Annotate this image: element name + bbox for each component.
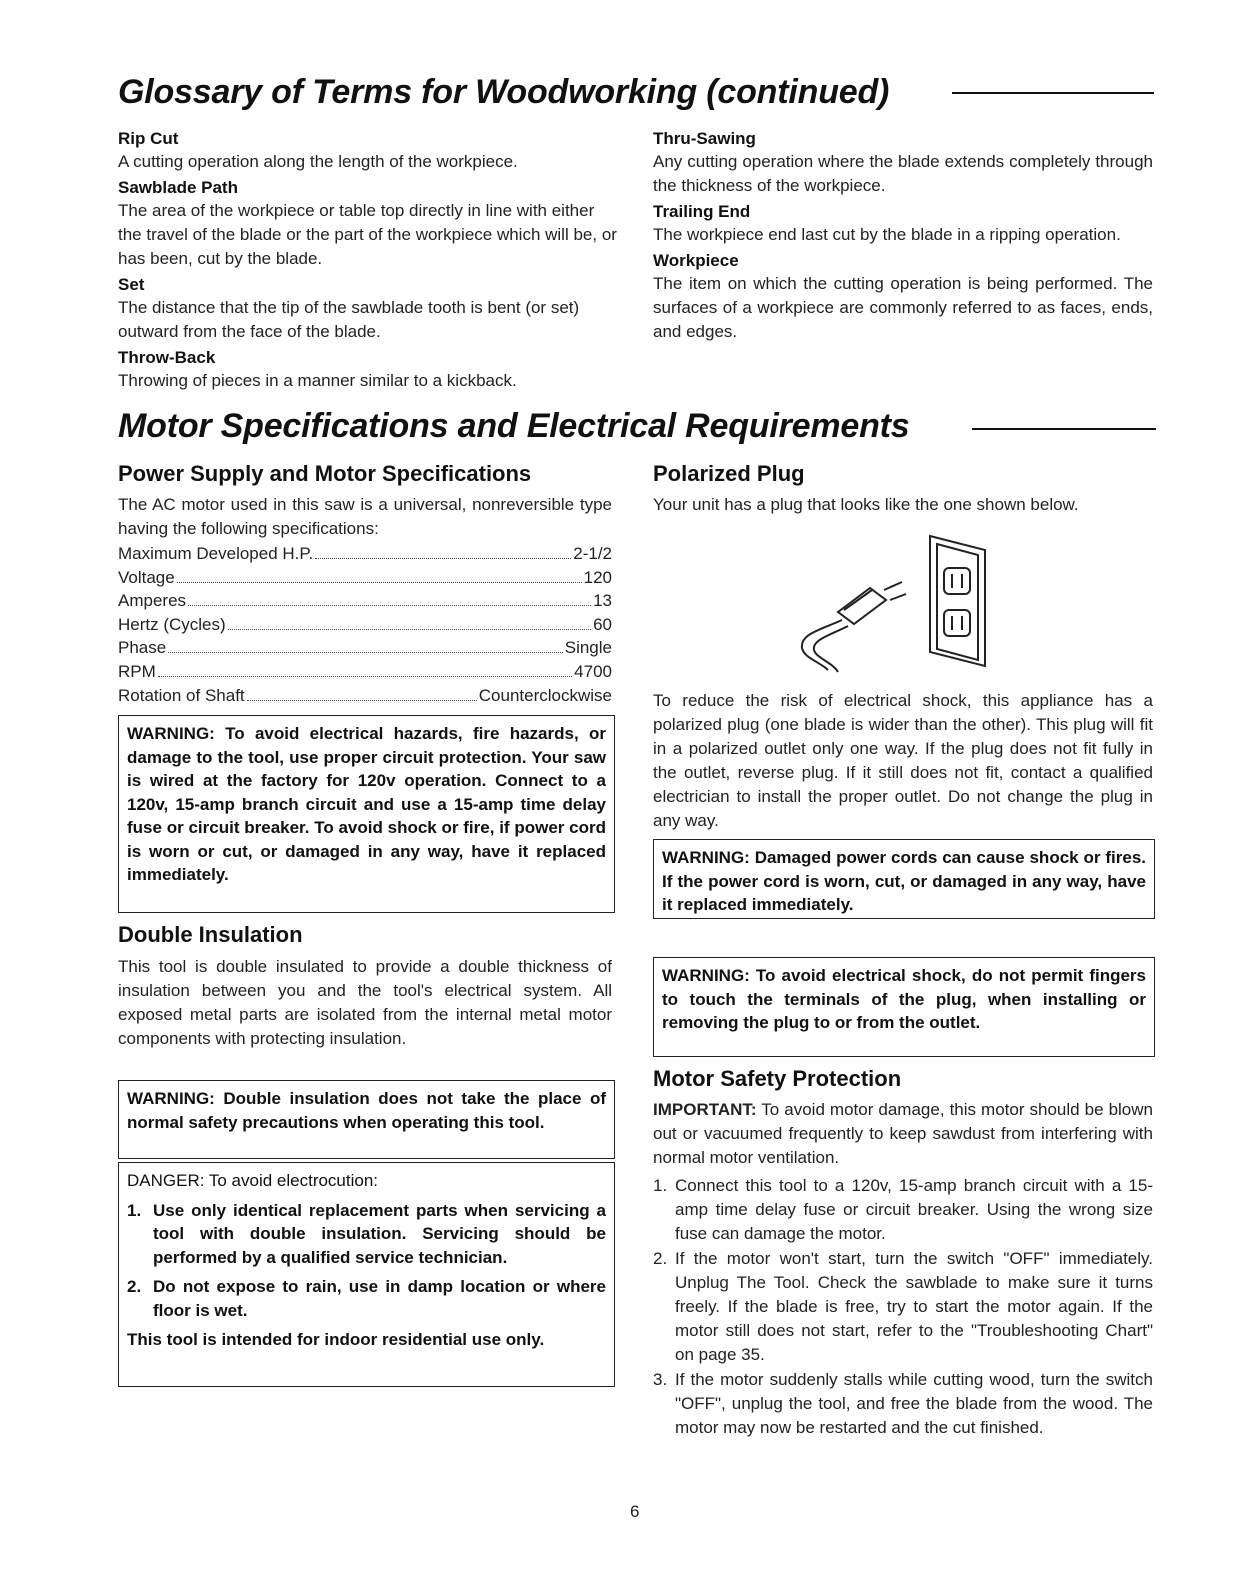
- power-supply-section: [118, 459, 612, 707]
- danger-list: [127, 1199, 606, 1323]
- spec-label: Phase: [118, 638, 167, 658]
- glossary-term: Rip Cut: [118, 129, 179, 148]
- spec-value: 4700: [574, 661, 612, 681]
- safety-item-number: 2.: [653, 1249, 668, 1269]
- spec-label: Voltage: [118, 567, 175, 587]
- polarized-plug-section: [653, 459, 1153, 517]
- spec-row: [118, 613, 612, 637]
- glossary-title-rule: [952, 92, 1154, 94]
- power-supply-heading: Power Supply and Motor Specifications: [118, 461, 532, 486]
- spec-row: [118, 636, 612, 660]
- spec-label: RPM: [118, 661, 156, 681]
- spec-row: [118, 542, 612, 566]
- polarized-plug: [802, 582, 906, 672]
- double-insulation-section: [118, 920, 612, 1051]
- safety-item: [653, 1368, 1153, 1439]
- safety-item-text: If the motor suddenly stalls while cutting wood, turn the switch "OFF", unplug the tool, and free the blade from the wood. The motor may now be restarted and the cut finished.: [675, 1370, 1153, 1437]
- glossary-term: Sawblade Path: [118, 178, 238, 197]
- plug-terminal-warning-text: WARNING: To avoid electrical shock, do not permit fingers to touch the terminals of the plug, when installing or removing the plug to or from the outlet.: [662, 966, 1146, 1032]
- glossary-right-column: [653, 127, 1153, 346]
- spec-row: [118, 566, 612, 590]
- spec-label: Rotation of Shaft: [118, 685, 245, 705]
- spec-value: Single: [564, 638, 612, 658]
- double-insulation-warning-box: [118, 1080, 615, 1159]
- polarized-plug-heading: Polarized Plug: [653, 461, 805, 486]
- double-insulation-heading: Double Insulation: [118, 922, 303, 947]
- glossary-term: Throw-Back: [118, 348, 216, 367]
- motor-safety-list: [653, 1174, 1153, 1440]
- spec-value: 120: [583, 567, 612, 587]
- danger-box: [118, 1162, 615, 1387]
- motor-title-rule: [972, 428, 1156, 430]
- spec-row: [118, 589, 612, 613]
- spec-value: Counterclockwise: [478, 685, 612, 705]
- motor-safety-important: [653, 1098, 1153, 1170]
- safety-item: [653, 1174, 1153, 1245]
- plug-terminal-warning-box: [653, 957, 1155, 1057]
- spec-value: 13: [593, 591, 612, 611]
- safety-item-text: Connect this tool to a 120v, 15-amp branch circuit with a 15-amp time delay fuse or circuit breaker. Using the wrong size fuse can damage the motor.: [675, 1176, 1153, 1243]
- glossary-definition: The area of the workpiece or table top directly in line with either the travel of the blade or the part of the workpiece which will be, or has been, cut by the blade.: [118, 201, 617, 268]
- circuit-warning-text: WARNING: To avoid electrical hazards, fire hazards, or damage to the tool, use proper circuit protection. Your saw is wired at the factory for 120v operation. Connect to a 120v, 15-amp branch circuit and use a 15-amp time delay fuse or circuit breaker. To avoid shock or fire, if power cord is worn or cut, or damaged in any way, have it replaced immediately.: [127, 724, 606, 884]
- spec-value: 60: [593, 614, 612, 634]
- safety-item: [653, 1247, 1153, 1366]
- glossary-left-column: [118, 127, 618, 395]
- polarized-plug-intro: Your unit has a plug that looks like the one shown below.: [653, 495, 1079, 514]
- plug-outlet-illustration: [780, 530, 1000, 682]
- spec-row: [118, 684, 612, 708]
- safety-item-number: 3.: [653, 1370, 668, 1390]
- danger-item: [127, 1199, 606, 1270]
- power-supply-intro: The AC motor used in this saw is a universal, nonreversible type having the following specifications:: [118, 495, 612, 538]
- glossary-definition: Throwing of pieces in a manner similar to a kickback.: [118, 371, 517, 390]
- double-insulation-warning-text: WARNING: Double insulation does not take the place of normal safety precautions when operating this tool.: [127, 1089, 606, 1132]
- power-cord-warning-text: WARNING: Damaged power cords can cause shock or fires. If the power cord is worn, cut, or damaged in any way, have it replaced immediately.: [662, 848, 1146, 914]
- glossary-title: Glossary of Terms for Woodworking (continued): [118, 73, 890, 111]
- spec-label: Hertz (Cycles): [118, 614, 226, 634]
- important-text: To avoid motor damage, this motor should be blown out or vacuumed frequently to keep sawdust from interfering with normal motor ventilation.: [653, 1100, 1153, 1167]
- glossary-definition: The item on which the cutting operation is being performed. The surfaces of a workpiece are commonly referred to as faces, ends, and edges.: [653, 274, 1153, 341]
- glossary-term: Workpiece: [653, 251, 739, 270]
- danger-title: DANGER: To avoid electrocution:: [127, 1171, 379, 1190]
- danger-item-number: 2.: [127, 1277, 142, 1296]
- safety-item-text: If the motor won't start, turn the switch "OFF" immediately. Unplug The Tool. Check the sawblade to make sure it turns freely. If the blade is free, try to start the motor again. If the motor still does not start, refer to the "Troubleshooting Chart" on page 35.: [675, 1249, 1153, 1364]
- motor-safety-heading: Motor Safety Protection: [653, 1066, 902, 1091]
- glossary-definition: Any cutting operation where the blade extends completely through the thickness of the workpiece.: [653, 152, 1153, 195]
- glossary-term: Thru-Sawing: [653, 129, 756, 148]
- motor-safety-section: [653, 1064, 1153, 1442]
- glossary-definition: The distance that the tip of the sawblade tooth is bent (or set) outward from the face of the blade.: [118, 298, 580, 341]
- glossary-definition: A cutting operation along the length of the workpiece.: [118, 152, 518, 171]
- danger-item: [127, 1275, 606, 1322]
- danger-item-text: Do not expose to rain, use in damp location or where floor is wet.: [153, 1277, 606, 1320]
- wall-outlet: [930, 536, 985, 666]
- spec-value: 2-1/2: [573, 544, 612, 563]
- spec-label: Amperes: [118, 591, 187, 611]
- important-label: IMPORTANT:: [653, 1100, 757, 1119]
- circuit-warning-box: [118, 715, 615, 913]
- power-cord-warning-box: [653, 839, 1155, 919]
- page-number: 6: [630, 1502, 640, 1521]
- motor-section-title: Motor Specifications and Electrical Requirements: [118, 407, 910, 445]
- spec-label: Maximum Developed H.P.: [118, 544, 314, 563]
- spec-list: [118, 542, 612, 707]
- double-insulation-text: This tool is double insulated to provide a double thickness of insulation between you and the tool's electrical system. All exposed metal parts are isolated from the internal metal motor components with protecting insulation.: [118, 957, 612, 1048]
- spec-row: [118, 660, 612, 684]
- safety-item-number: 1.: [653, 1176, 668, 1195]
- polarized-plug-text: To reduce the risk of electrical shock, this appliance has a polarized plug (one blade is wider than the other). This plug will fit in a polarized outlet only one way. If the plug does not fit fully in the outlet, reverse plug. If it still does not fit, contact a qualified electrician to install the proper outlet. Do not change the plug in any way.: [653, 691, 1153, 830]
- danger-footer: This tool is intended for indoor residential use only.: [127, 1330, 545, 1349]
- glossary-definition: The workpiece end last cut by the blade in a ripping operation.: [653, 225, 1121, 244]
- glossary-term: Trailing End: [653, 202, 751, 221]
- danger-item-number: 1.: [127, 1200, 142, 1220]
- danger-item-text: Use only identical replacement parts when servicing a tool with double insulation. Servicing should be performed by a qualified service technician.: [153, 1200, 606, 1267]
- glossary-term: Set: [118, 275, 145, 294]
